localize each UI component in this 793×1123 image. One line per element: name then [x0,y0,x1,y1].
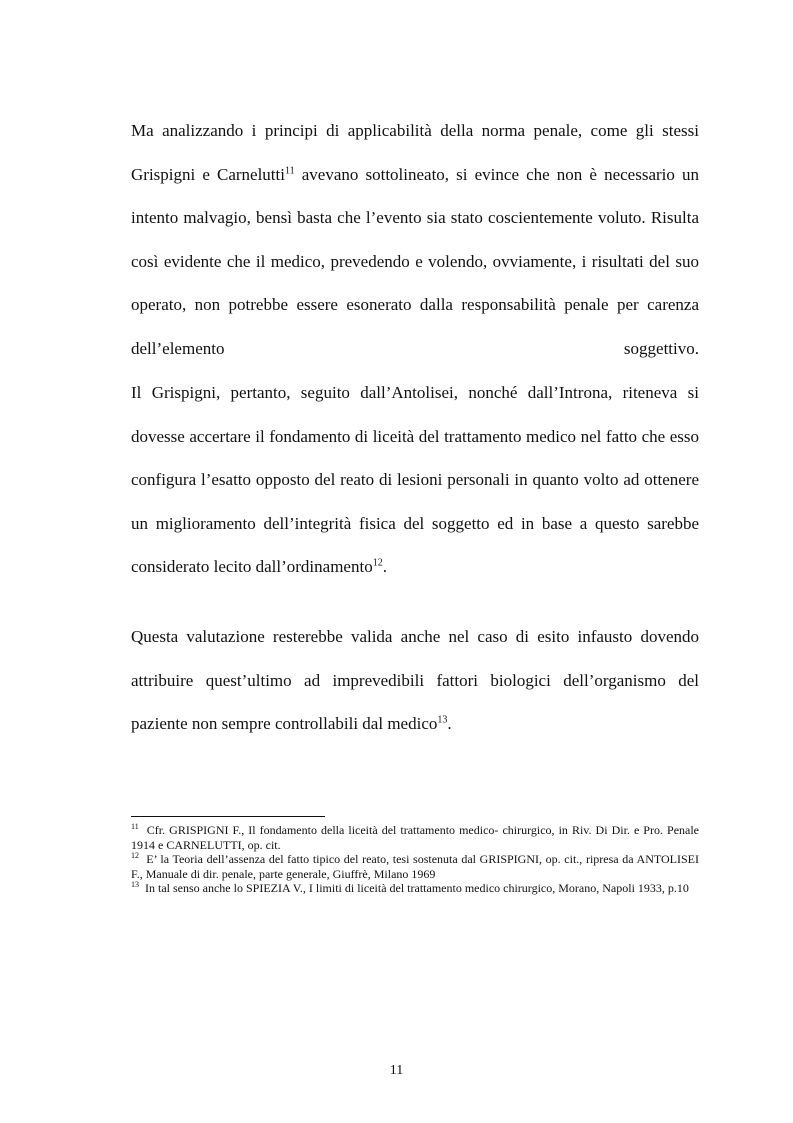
paragraph-text: avevano sottolineato, si evince che non è necessario un intento malvagio, bensì basta che l’evento sia stato coscientemente voluto. Risulta così evidente che il medico, prevedendo e volendo, ovviamente, i risultati del suo operato, non potrebbe essere esonerato dalla responsabilità penale per carenza dell’elemento soggettivo. [131,164,699,358]
footnote-ref-11[interactable]: 11 [284,164,295,176]
footnote-11 [131,823,699,852]
footnote-text: In tal senso anche lo SPIEZIA V., I limiti di liceità del trattamento medico chirurgico, Morano, Napoli 1933, p.10 [145,881,689,895]
footnote-text: E’ la Teoria dell’assenza del fatto tipico del reato, tesi sostenuta dal GRISPIGNI, op. cit., ripresa da ANTOLISEI F., Manuale di dir. penale, parte generale, Giuffrè, Milano 1969 [131,852,699,881]
paragraph-text: . [382,557,387,577]
page-number: 11 [389,1063,404,1078]
footnote-ref-12[interactable]: 12 [372,557,383,569]
body-paragraph-1 [131,109,699,371]
footnote-number: 12 [131,851,139,860]
body-paragraph-3 [131,615,699,746]
body-paragraph-2 [131,371,699,589]
footnote-ref-13[interactable]: 13 [437,714,448,726]
footnote-text: Cfr. GRISPIGNI F., Il fondamento della liceità del trattamento medico- chirurgico, in Riv. Di Dir. e Pro. Penale 1914 e CARNELUTTI, op. cit. [131,823,700,852]
footnote-13 [131,881,699,896]
footnote-number: 11 [131,822,139,831]
paragraph-text: Il Grispigni, pertanto, seguito dall’Antolisei, nonché dall’Introna, riteneva si dovesse accertare il fondamento di liceità del trattamento medico nel fatto che esso configura l’esatto opposto del reato di lesioni personali in quanto volto ad ottenere un miglioramento dell’integrità fisica del soggetto ed in base a questo sarebbe considerato lecito dall’ordinamento [131,383,699,577]
paragraph-text: Ma analizzando i principi di applicabilità della norma penale, come gli stessi Grispigni e Carnelutti [131,121,699,184]
footnote-separator [131,816,325,817]
footnote-number: 13 [131,880,139,889]
paragraph-text: Questa valutazione resterebbe valida anche nel caso di esito infausto dovendo attribuire quest’ultimo ad imprevedibili fattori biologici dell’organismo del paziente non sempre controllabili dal medico [131,627,699,734]
footnote-12 [131,852,699,881]
paragraph-text: . [447,714,452,734]
